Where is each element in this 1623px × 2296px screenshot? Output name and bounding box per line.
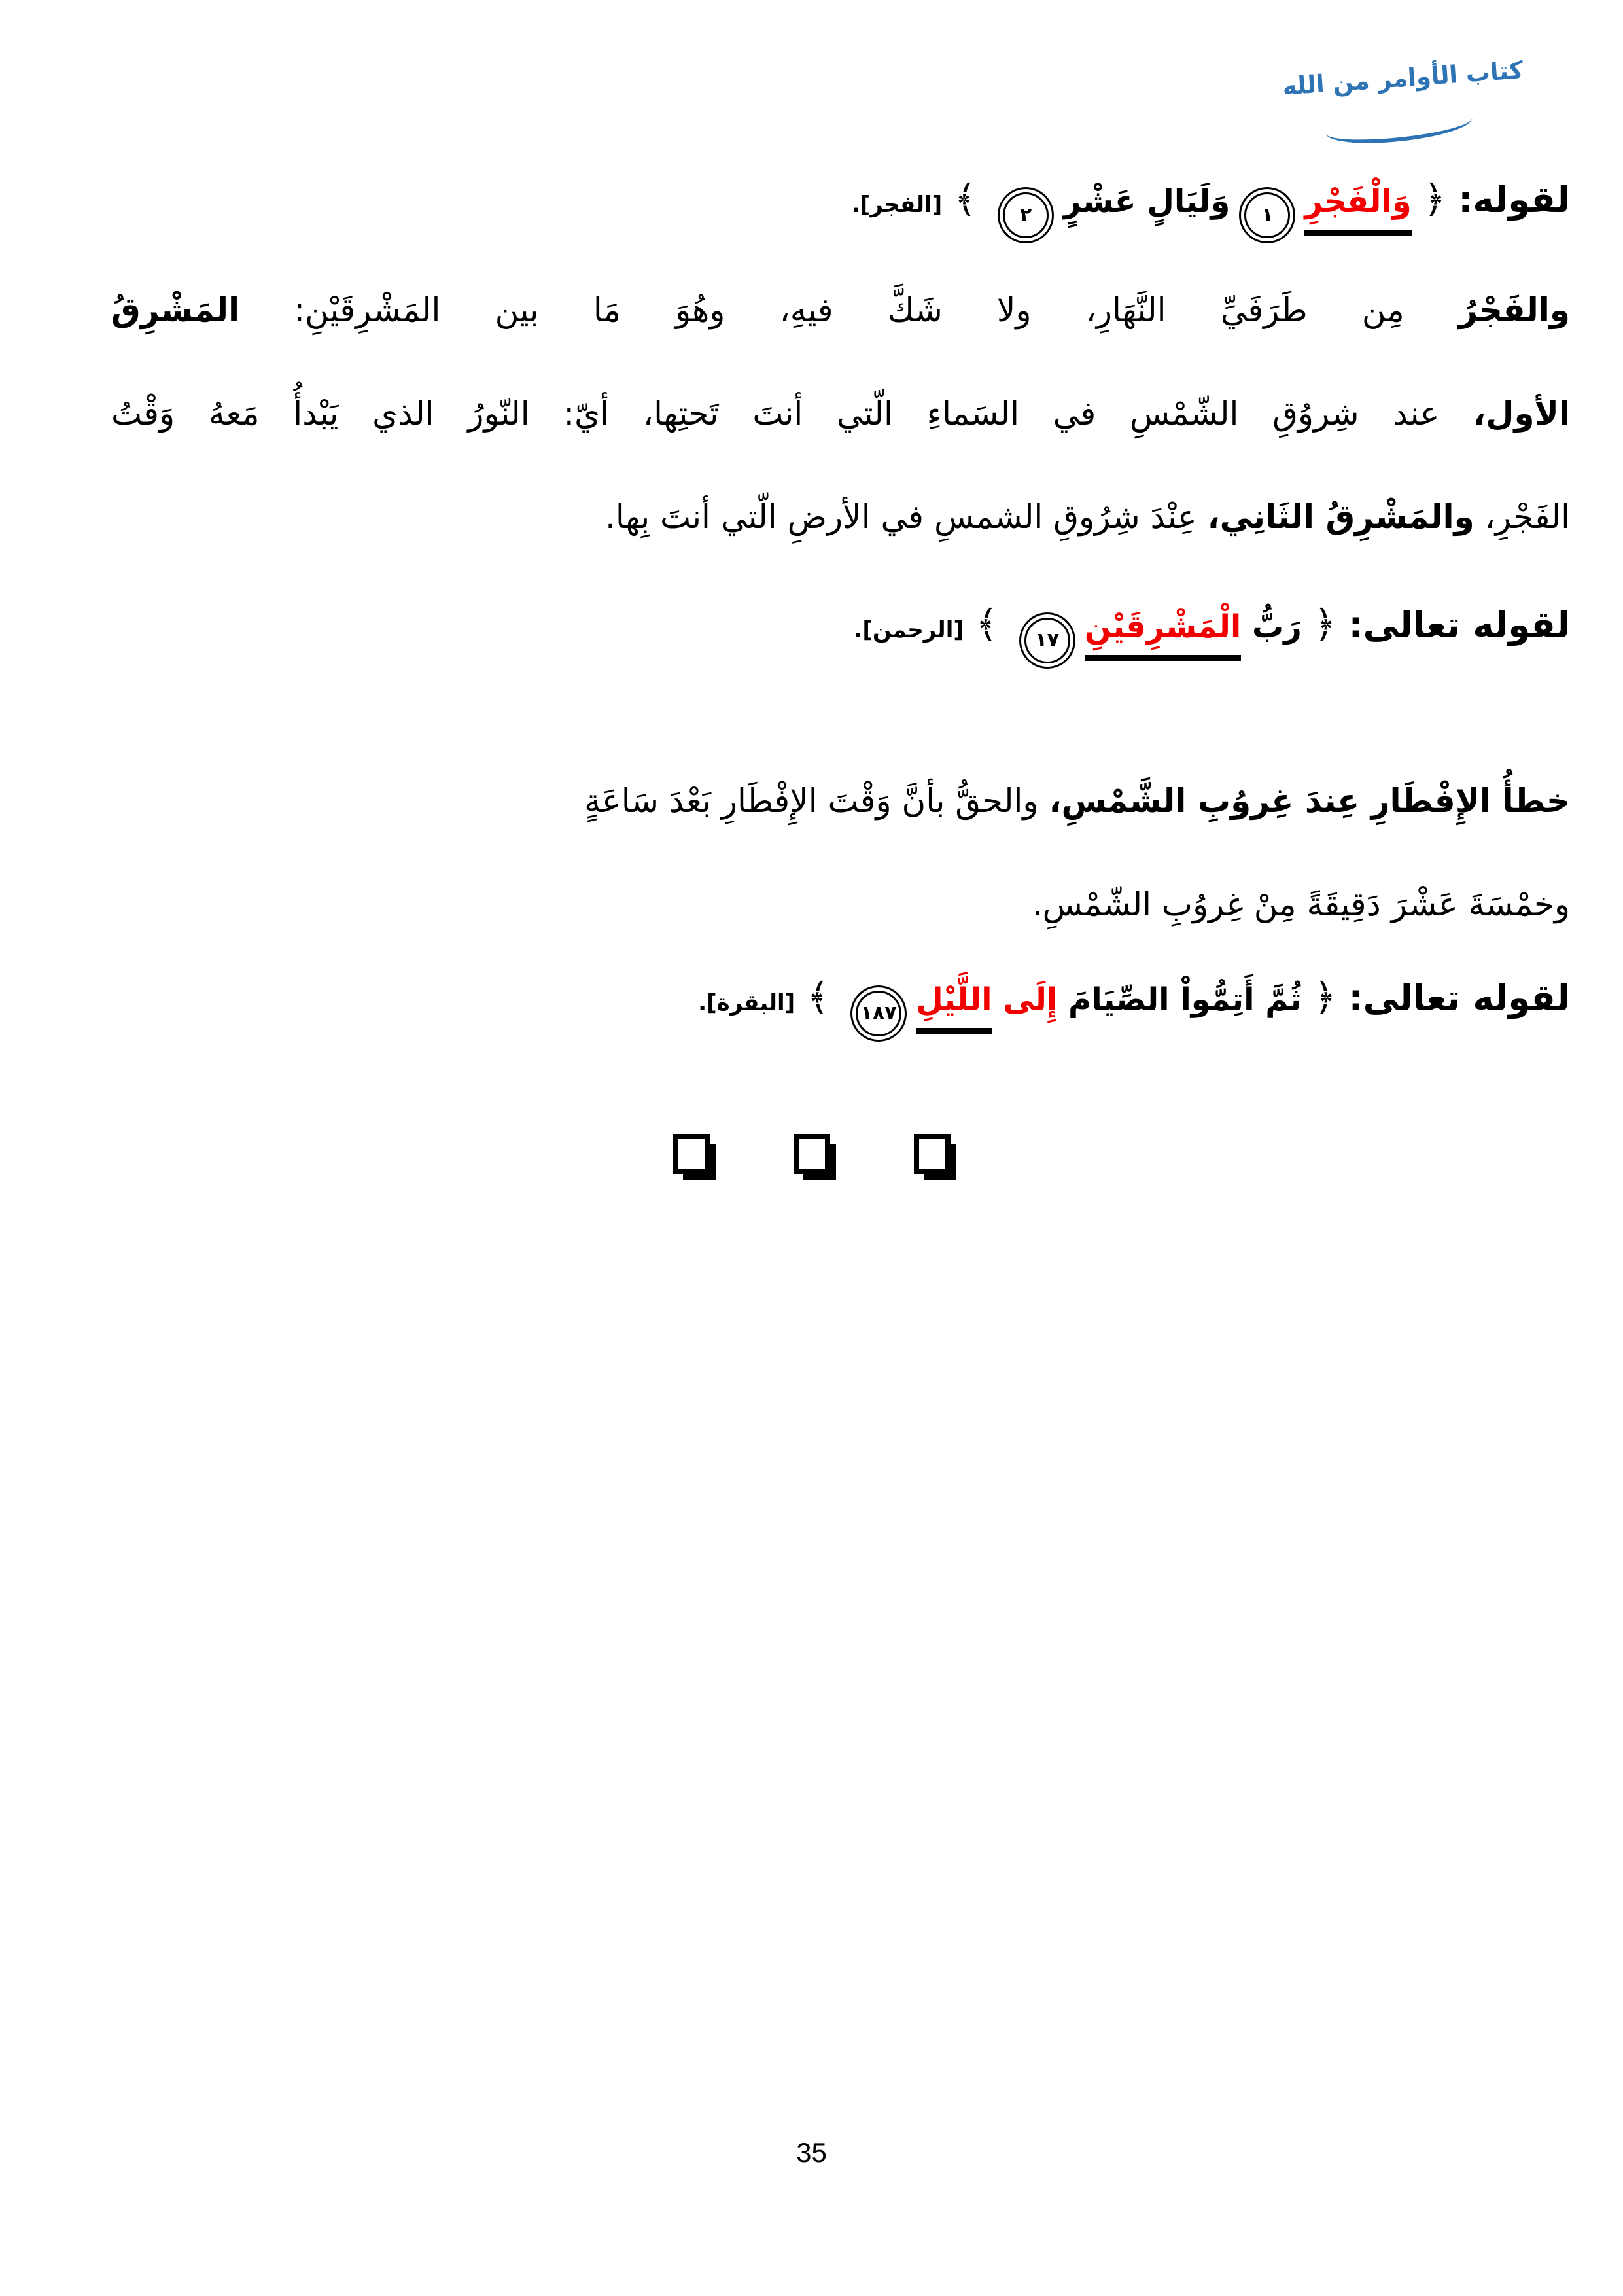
section-divider — [0, 1134, 1623, 1174]
surah-reference: [الرحمن]. — [854, 617, 964, 643]
bold-term: الأول، — [1473, 395, 1570, 433]
ayah-number-marker: ٢ — [1003, 192, 1049, 238]
quote-label: لقوله تعالى: — [1336, 977, 1570, 1019]
ayah-number-marker: ١ — [1244, 192, 1290, 238]
quran-quote-alfajr — [852, 171, 1570, 238]
header-calligraphy: كتاب الأوامر من الله — [1282, 56, 1525, 101]
body-text: الفَجْرِ، — [1474, 498, 1570, 536]
paragraph-line — [111, 393, 1570, 435]
paragraph-line — [111, 496, 1570, 539]
ayah-number-marker: ١٨٧ — [856, 991, 901, 1036]
quote-label: لقوله: — [1446, 179, 1570, 221]
page-number: 35 — [796, 2137, 827, 2168]
quran-quote-almashriqayn — [854, 597, 1570, 663]
bold-term: خطأُ الإِفْطَارِ عِندَ غِروُبِ الشَّمْسِ، — [1049, 782, 1570, 820]
ornate-close-paren: ﴾ — [942, 177, 989, 221]
quran-text: رَبُّ — [1241, 609, 1302, 645]
paragraph-line — [111, 289, 1570, 332]
quran-word-red-underlined: الْمَشْرِقَيْنِ — [1085, 610, 1242, 661]
paragraph-line — [111, 883, 1570, 926]
body-text: مِن طَرَفَيِّ النَّهَارِ، ولا شَكَّ فيهِ، وهُوَ مَا بين المَشْرِقَيْنِ: — [239, 291, 1459, 329]
bold-term: والفَجْرُ — [1458, 291, 1570, 329]
quran-word-red: إِلَى — [992, 981, 1058, 1018]
ornate-close-paren: ﴾ — [963, 602, 1010, 646]
ornate-open-paren: ﴿ — [1411, 177, 1446, 221]
paragraph-line — [111, 780, 1570, 822]
ayah-number-marker: ١٧ — [1024, 618, 1070, 663]
body-text: وخمْسَةَ عَشْرَ دَقِيقَةً مِنْ غِروُبِ الشّمْسِ. — [1032, 885, 1570, 923]
quote-label: لقوله تعالى: — [1336, 604, 1570, 646]
shadowed-square-icon — [914, 1134, 951, 1174]
ornate-open-paren: ﴿ — [1301, 975, 1336, 1019]
quran-quote-ilal-layl — [698, 970, 1570, 1036]
bold-term: والمَشْرِقُ الثَانِي، — [1207, 498, 1475, 536]
quran-text: وَلَيَالٍ عَشْرٍ — [1063, 183, 1230, 220]
quran-text: ثُمَّ أَتِمُّواْ الصِّيَامَ — [1057, 981, 1302, 1018]
quran-word-red-underlined: اللَّيْلِ — [916, 983, 992, 1034]
body-text: عند شِروُقِ الشّمْسِ في السَماءِ الّتي أنتَ تَحتِها، أيّ: النّورُ الذي يَبْدأُ مَعهُ وَقْتُ — [111, 395, 1474, 433]
surah-reference: [البقرة]. — [698, 990, 795, 1016]
shadowed-square-icon — [673, 1134, 710, 1174]
ornate-close-paren: ﴾ — [795, 975, 842, 1019]
surah-reference: [الفجر]. — [851, 192, 943, 218]
ornate-open-paren: ﴿ — [1301, 602, 1336, 646]
shadowed-square-icon — [794, 1134, 830, 1174]
calligraphy-flourish — [1324, 102, 1474, 149]
body-text: عِنْدَ شِرُوقِ الشمسِ في الأرضِ الّتي أنتَ بِها. — [605, 498, 1208, 536]
body-text: والحقُّ بأنَّ وَقْتَ الإِفْطَارِ بَعْدَ سَاعَةٍ — [584, 782, 1049, 820]
bold-term: المَشْرِقُ — [111, 291, 240, 329]
quran-word-red-underlined: وَالْفَجْرِ — [1304, 185, 1411, 236]
